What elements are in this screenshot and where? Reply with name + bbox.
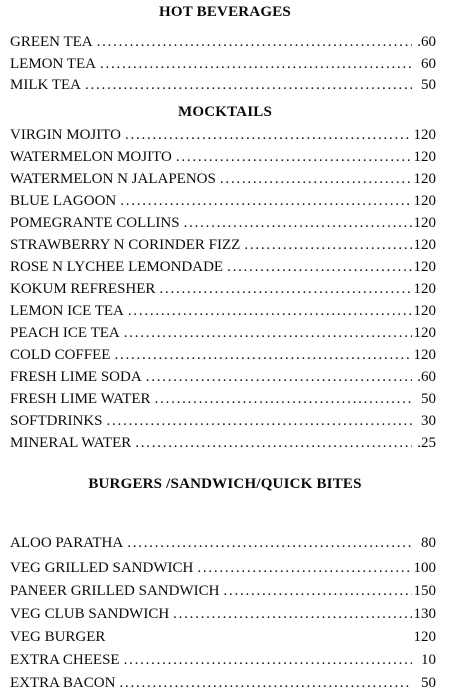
dot-leader — [124, 325, 412, 342]
menu-item-extra-bacon — [10, 675, 436, 695]
item-name: KOKUM REFRESHER — [10, 281, 156, 297]
dot-leader — [85, 77, 412, 94]
item-price: 120 — [413, 237, 436, 253]
item-price: 60 — [421, 56, 436, 72]
dot-leader — [227, 259, 411, 276]
menu-item-strawberry-n-corinder-fizz — [10, 237, 436, 257]
item-price: 50 — [421, 675, 436, 691]
item-price: 120 — [413, 303, 436, 319]
item-price: 100 — [413, 560, 436, 576]
item-price: 80 — [421, 535, 436, 551]
dot-leader — [125, 127, 412, 144]
item-name: COLD COFFEE — [10, 347, 111, 363]
item-name: ALOO PARATHA — [10, 535, 124, 551]
menu-item-fresh-lime-soda — [10, 369, 436, 389]
menu-item-veg-burger — [10, 629, 436, 649]
menu-item-lemon-tea — [10, 56, 436, 76]
item-price: 120 — [413, 127, 436, 143]
dot-leader — [159, 281, 411, 298]
item-name: ROSE N LYCHEE LEMONDADE — [10, 259, 224, 275]
dot-leader — [114, 347, 411, 364]
item-name: WATERMELON N JALAPENOS — [10, 171, 216, 187]
dot-leader — [128, 303, 412, 320]
item-name: WATERMELON MOJITO — [10, 149, 172, 165]
item-name: PANEER GRILLED SANDWICH — [10, 583, 220, 599]
dot-leader — [223, 583, 411, 600]
dot-leader — [197, 560, 411, 577]
dot-leader — [97, 34, 412, 51]
item-name: VEG BURGER — [10, 629, 106, 645]
item-name: VIRGIN MOJITO — [10, 127, 121, 143]
menu-item-blue-lagoon — [10, 193, 436, 213]
item-price: 120 — [413, 281, 436, 297]
dot-leader — [100, 56, 412, 73]
item-name: SOFTDRINKS — [10, 413, 103, 429]
item-price: 50 — [421, 391, 436, 407]
menu-item-peach-ice-tea — [10, 325, 436, 345]
dot-leader — [176, 149, 412, 166]
item-name: EXTRA BACON — [10, 675, 116, 691]
menu-item-veg-club-sandwich — [10, 606, 436, 626]
dot-leader — [155, 391, 412, 408]
item-name: PEACH ICE TEA — [10, 325, 120, 341]
item-name: LEMON ICE TEA — [10, 303, 124, 319]
menu-item-pomegrante-collins — [10, 215, 436, 235]
dot-leader — [107, 413, 412, 430]
menu-item-veg-grilled-sandwich — [10, 560, 436, 580]
item-price: 120 — [413, 171, 436, 187]
menu-item-watermelon-mojito — [10, 149, 436, 169]
item-name: MILK TEA — [10, 77, 81, 93]
menu-item-fresh-lime-water — [10, 391, 436, 411]
menu-item-rose-n-lychee-lemondade — [10, 259, 436, 279]
item-name: BLUE LAGOON — [10, 193, 117, 209]
dot-leader — [120, 193, 411, 210]
item-price: .60 — [417, 34, 436, 50]
dot-leader — [173, 606, 411, 623]
item-price: 120 — [413, 215, 436, 231]
item-name: STRAWBERRY N CORINDER FIZZ — [10, 237, 241, 253]
menu-item-lemon-ice-tea — [10, 303, 436, 323]
dot-leader — [124, 652, 412, 669]
menu-item-milk-tea — [10, 77, 436, 97]
dot-leader — [220, 171, 412, 188]
menu-item-watermelon-n-jalapenos — [10, 171, 436, 191]
item-price: 150 — [413, 583, 436, 599]
item-name: LEMON TEA — [10, 56, 96, 72]
item-price: 30 — [421, 413, 436, 429]
item-price: 50 — [421, 77, 436, 93]
item-price: 120 — [413, 325, 436, 341]
menu-item-extra-cheese — [10, 652, 436, 672]
item-name: VEG CLUB SANDWICH — [10, 606, 170, 622]
dot-leader — [119, 675, 412, 692]
item-name: VEG GRILLED SANDWICH — [10, 560, 194, 576]
dot-leader — [135, 435, 412, 452]
menu-item-green-tea — [10, 34, 436, 54]
item-name: EXTRA CHEESE — [10, 652, 120, 668]
menu-item-softdrinks — [10, 413, 436, 433]
item-price: 120 — [413, 193, 436, 209]
item-name: MINERAL WATER — [10, 435, 132, 451]
item-price: .60 — [417, 369, 436, 385]
item-price: 120 — [413, 629, 436, 645]
item-price: 120 — [413, 259, 436, 275]
dot-leader — [127, 535, 412, 552]
section-heading-mocktails: MOCKTAILS — [177, 104, 273, 120]
dot-leader — [184, 215, 412, 232]
menu-item-mineral-water — [10, 435, 436, 455]
menu-item-aloo-paratha — [10, 535, 436, 555]
item-name: FRESH LIME SODA — [10, 369, 142, 385]
item-name: FRESH LIME WATER — [10, 391, 151, 407]
item-price: 120 — [413, 149, 436, 165]
menu-item-cold-coffee — [10, 347, 436, 367]
item-name: POMEGRANTE COLLINS — [10, 215, 180, 231]
dot-leader — [244, 237, 411, 254]
item-price: 120 — [413, 347, 436, 363]
menu-item-virgin-mojito — [10, 127, 436, 147]
item-name: GREEN TEA — [10, 34, 93, 50]
item-price: 10 — [421, 652, 436, 668]
menu-item-kokum-refresher — [10, 281, 436, 301]
dot-leader — [146, 369, 412, 386]
item-price: 130 — [413, 606, 436, 622]
section-heading-burgers-sandwich-quick-bites: BURGERS /SANDWICH/QUICK BITES — [88, 476, 362, 492]
menu-item-paneer-grilled-sandwich — [10, 583, 436, 603]
section-heading-hot-beverages: HOT BEVERAGES — [159, 4, 291, 20]
item-price: .25 — [417, 435, 436, 451]
